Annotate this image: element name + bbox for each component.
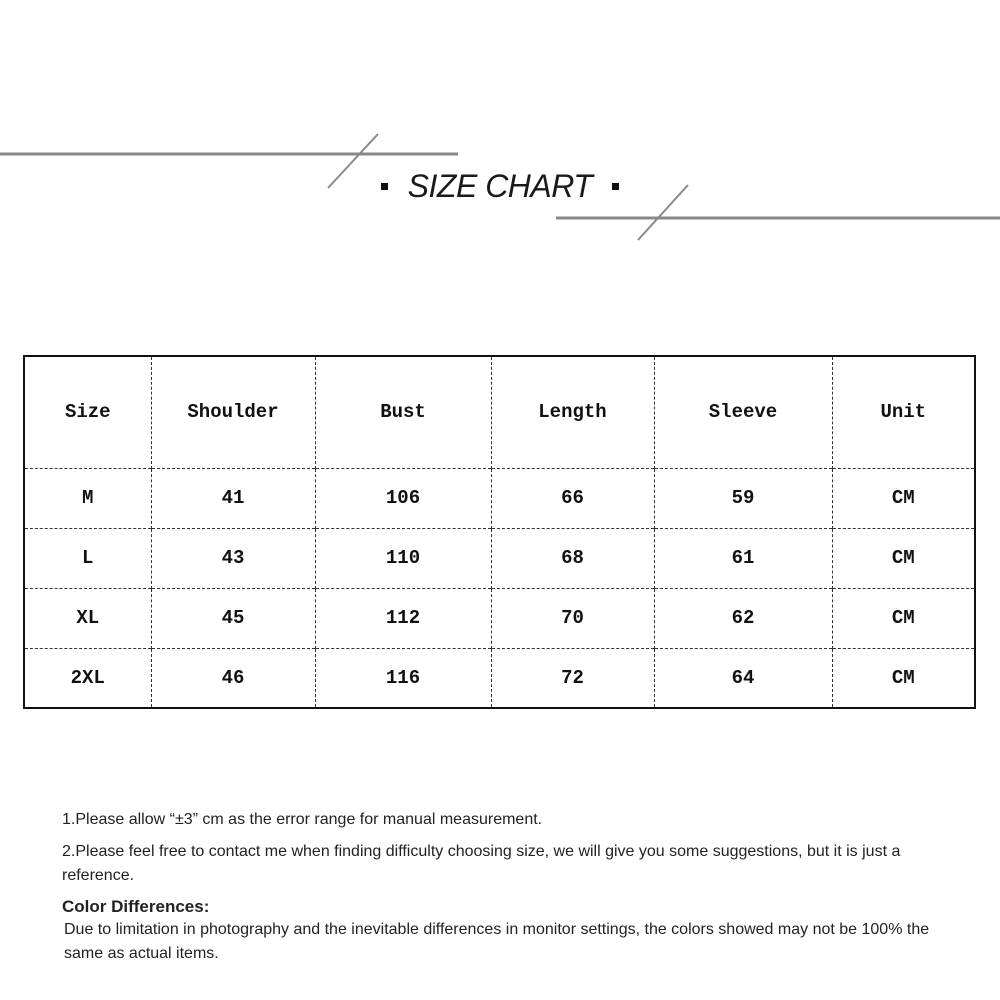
cell-size: L (24, 528, 151, 588)
header-bust: Bust (315, 356, 491, 468)
cell-bust: 110 (315, 528, 491, 588)
size-table (23, 355, 976, 709)
cell-shoulder: 41 (151, 468, 315, 528)
color-differences-text: Due to limitation in photography and the inevitable differences in monitor settings, the colors showed may not be 100% the same as actual items. (64, 921, 930, 962)
cell-size: XL (24, 588, 151, 648)
table-row (24, 588, 975, 648)
note-error-range: 1.Please allow “±3” cm as the error range for manual measurement. (62, 811, 543, 828)
decorative-lines (0, 0, 1000, 260)
cell-length: 66 (491, 468, 654, 528)
cell-unit: CM (832, 588, 975, 648)
notes-section (62, 808, 942, 966)
page-title (0, 168, 1000, 205)
cell-size: 2XL (24, 648, 151, 708)
cell-sleeve: 64 (654, 648, 832, 708)
bullet-square-left (381, 183, 388, 190)
cell-shoulder: 46 (151, 648, 315, 708)
cell-sleeve: 62 (654, 588, 832, 648)
table-row (24, 468, 975, 528)
table-row (24, 648, 975, 708)
header-size: Size (64, 401, 111, 424)
cell-length: 68 (491, 528, 654, 588)
cell-unit: CM (832, 468, 975, 528)
cell-unit: CM (832, 648, 975, 708)
cell-bust: 106 (315, 468, 491, 528)
cell-sleeve: 59 (654, 468, 832, 528)
bullet-square-right (612, 183, 619, 190)
cell-size: M (24, 468, 151, 528)
cell-shoulder: 45 (151, 588, 315, 648)
cell-shoulder: 43 (151, 528, 315, 588)
cell-length: 72 (491, 648, 654, 708)
color-differences-title: Color Differences: (62, 897, 210, 916)
header-sleeve: Sleeve (654, 356, 832, 468)
cell-unit: CM (832, 528, 975, 588)
cell-bust: 116 (315, 648, 491, 708)
note-contact: 2.Please feel free to contact me when finding difficulty choosing size, we will give you some suggestions, but it is just a reference. (62, 843, 901, 884)
table-header-row (24, 356, 975, 468)
cell-bust: 112 (315, 588, 491, 648)
cell-length: 70 (491, 588, 654, 648)
header-shoulder: Shoulder (151, 356, 315, 468)
header-unit: Unit (832, 356, 975, 468)
title-text: SIZE CHART (407, 168, 593, 204)
cell-sleeve: 61 (654, 528, 832, 588)
table-row (24, 528, 975, 588)
header-length: Length (491, 356, 654, 468)
